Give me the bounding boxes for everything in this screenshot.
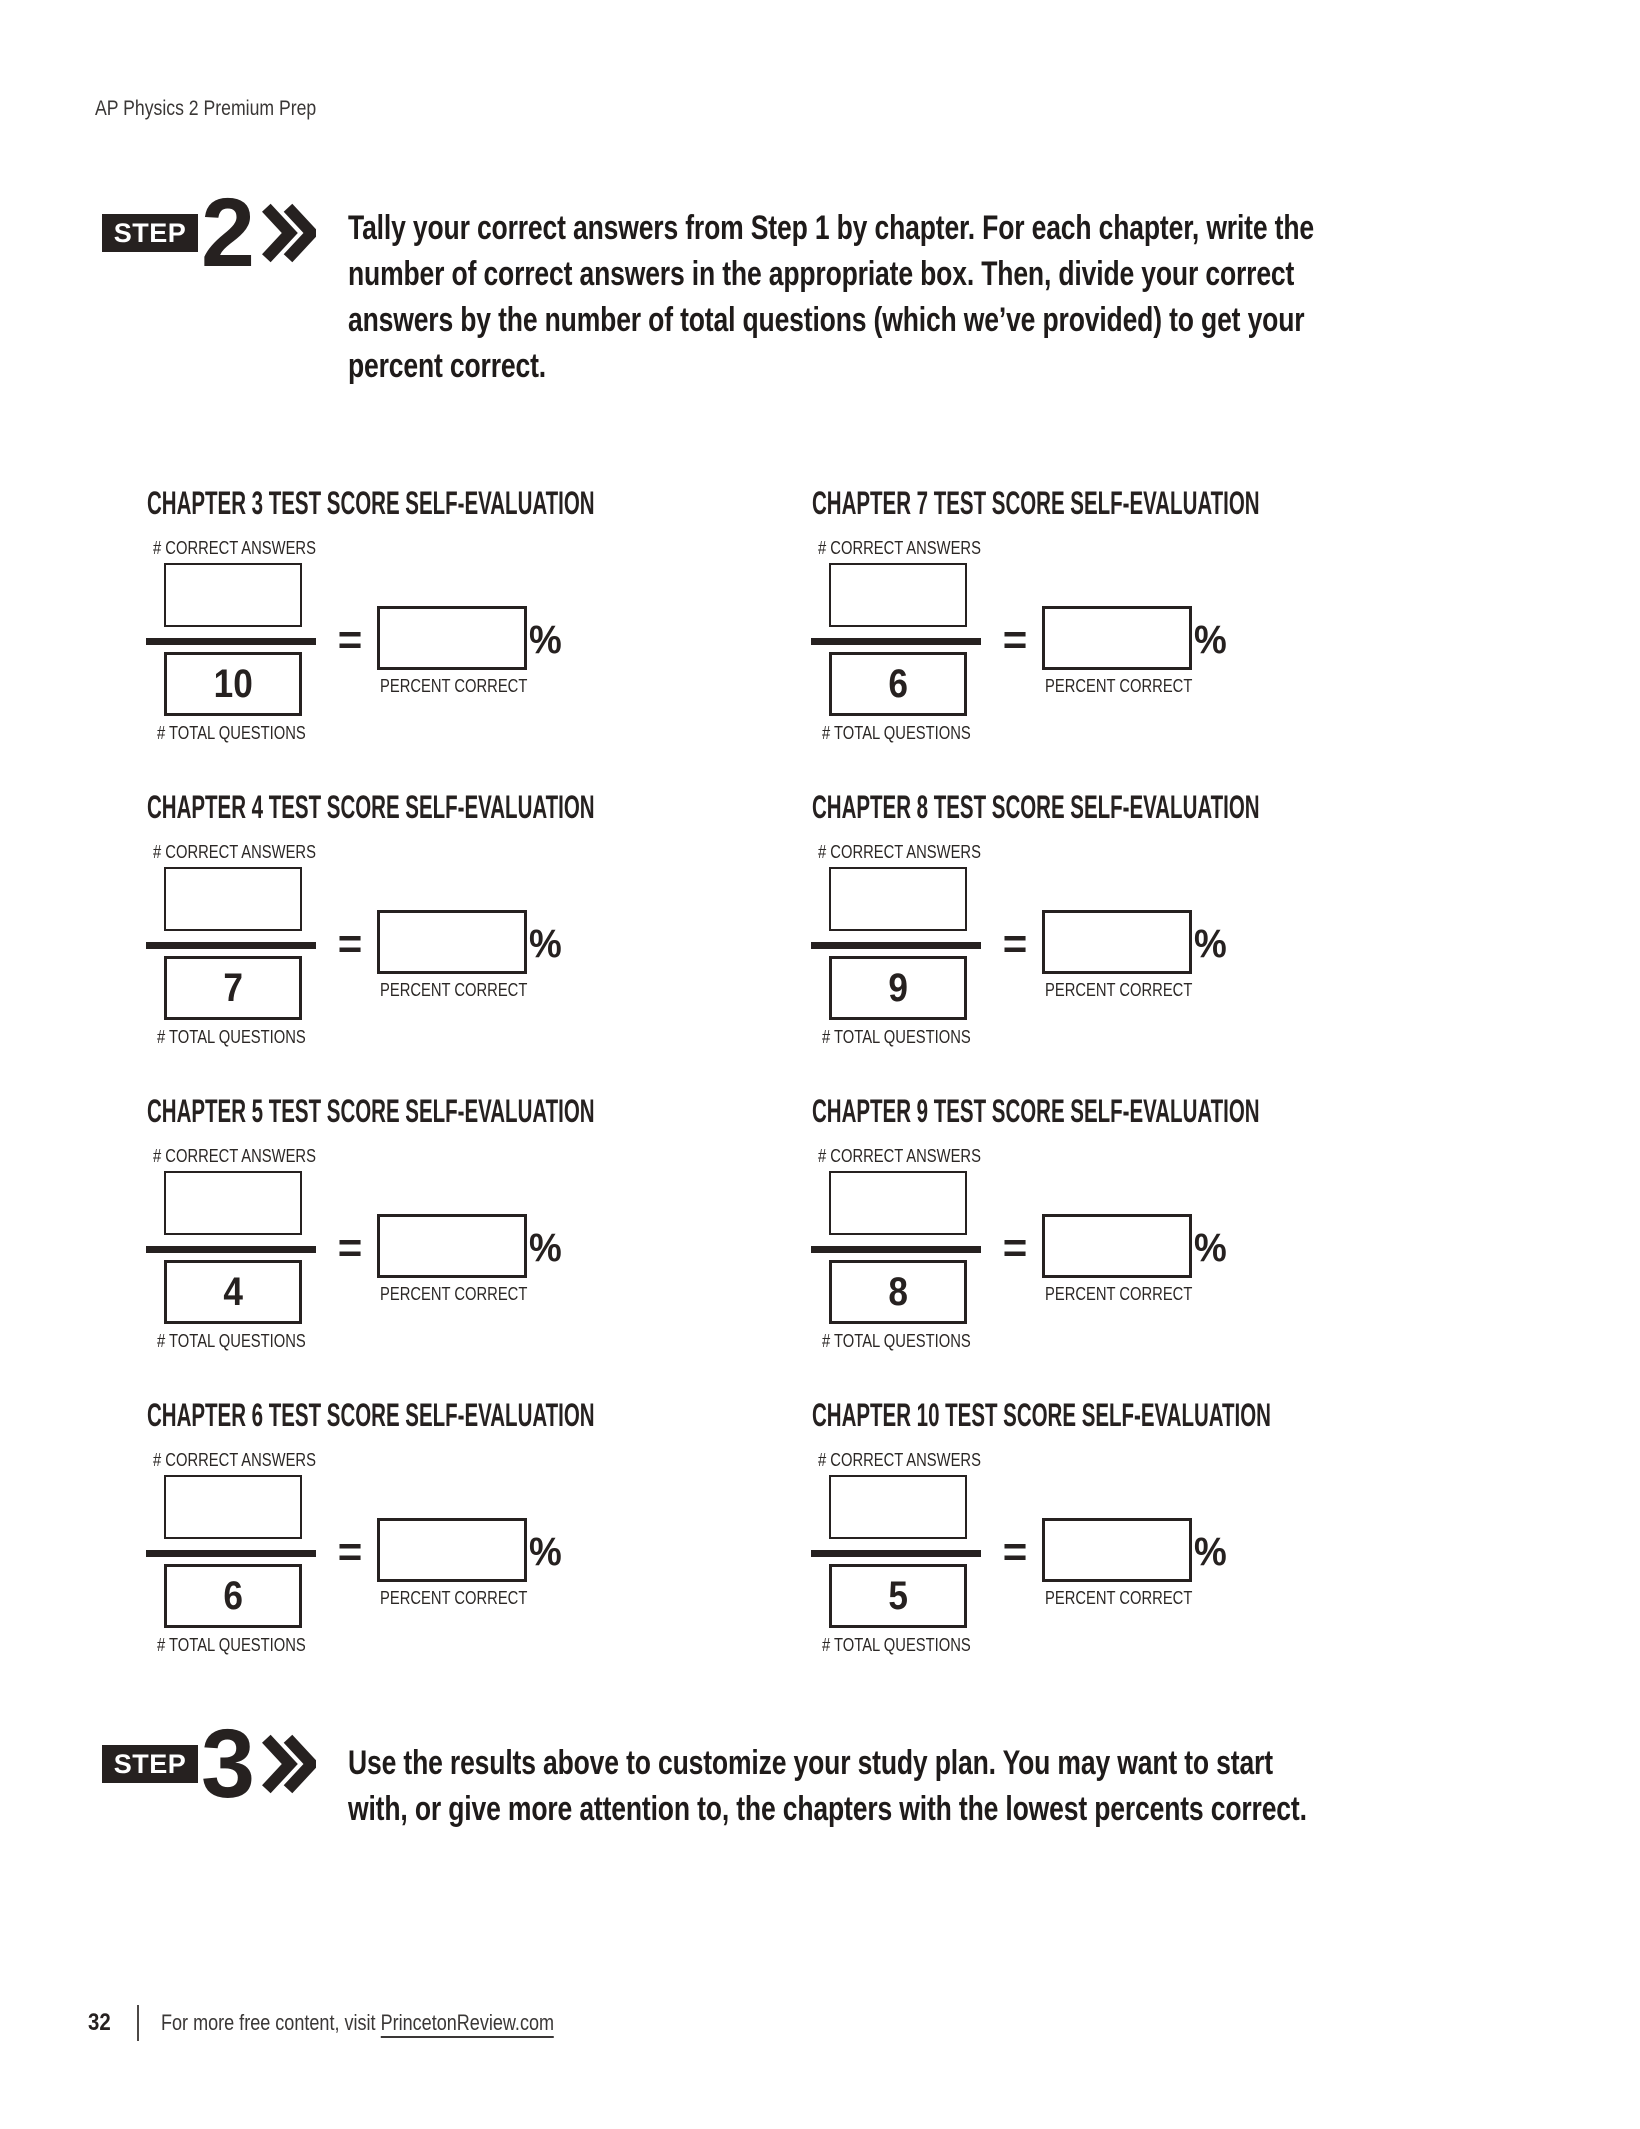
- step-label-box: [102, 1745, 198, 1783]
- total-questions-label: # TOTAL QUESTIONS: [157, 1331, 306, 1351]
- step-label: STEP: [113, 1748, 187, 1779]
- percent-correct-box[interactable]: [1042, 1518, 1192, 1582]
- correct-answers-box[interactable]: [829, 867, 967, 931]
- footer-divider: [137, 2005, 139, 2041]
- percent-correct-label: PERCENT CORRECT: [1045, 980, 1193, 1000]
- percent-sign: %: [1194, 1225, 1227, 1270]
- equals-sign: =: [337, 1224, 363, 1271]
- step-3-instructions: [348, 1740, 1307, 1832]
- percent-correct-label: PERCENT CORRECT: [1045, 676, 1193, 696]
- page-number: 32: [88, 2009, 111, 2036]
- step-label: STEP: [113, 217, 187, 248]
- equals-sign: =: [337, 1528, 363, 1575]
- step-instruction-line: Use the results above to customize your study plan. You may want to start: [348, 1744, 1273, 1782]
- fraction-bar: [811, 638, 981, 645]
- step-2-badge: [102, 178, 322, 303]
- total-questions-value: 7: [223, 965, 243, 1010]
- step-number: 2: [201, 178, 255, 287]
- total-questions-box: [829, 1260, 967, 1324]
- correct-answers-box[interactable]: [164, 867, 302, 931]
- total-questions-value: 5: [888, 1573, 908, 1618]
- evaluation-title: CHAPTER 10 TEST SCORE SELF-EVALUATION: [812, 1397, 1271, 1433]
- fraction-bar: [146, 1550, 316, 1557]
- correct-answers-box[interactable]: [164, 563, 302, 627]
- total-questions-value: 9: [888, 965, 908, 1010]
- step-instruction-line: number of correct answers in the appropriate box. Then, divide your correct: [348, 255, 1295, 293]
- evaluation-title: CHAPTER 4 TEST SCORE SELF-EVALUATION: [147, 789, 595, 825]
- percent-correct-label: PERCENT CORRECT: [380, 676, 528, 696]
- total-questions-box: [829, 652, 967, 716]
- total-questions-value: 6: [223, 1573, 243, 1618]
- correct-answers-label: # CORRECT ANSWERS: [153, 1450, 316, 1470]
- double-chevron-icon: [260, 1734, 316, 1799]
- step-instruction-line: Tally your correct answers from Step 1 by chapter. For each chapter, write the: [348, 209, 1314, 247]
- equals-sign: =: [1002, 920, 1028, 967]
- correct-answers-box[interactable]: [829, 563, 967, 627]
- percent-correct-box[interactable]: [377, 1214, 527, 1278]
- equals-sign: =: [1002, 1224, 1028, 1271]
- fraction-bar: [146, 638, 316, 645]
- evaluation-title: CHAPTER 8 TEST SCORE SELF-EVALUATION: [812, 789, 1260, 825]
- evaluation-block: [147, 485, 727, 754]
- evaluation-block: [812, 789, 1392, 1058]
- evaluation-title: CHAPTER 5 TEST SCORE SELF-EVALUATION: [147, 1093, 595, 1129]
- equals-sign: =: [1002, 616, 1028, 663]
- percent-correct-label: PERCENT CORRECT: [380, 1284, 528, 1304]
- percent-correct-label: PERCENT CORRECT: [1045, 1284, 1193, 1304]
- percent-correct-label: PERCENT CORRECT: [380, 1588, 528, 1608]
- total-questions-value: 6: [888, 661, 908, 706]
- evaluation-block: [147, 1093, 727, 1362]
- total-questions-label: # TOTAL QUESTIONS: [822, 723, 971, 743]
- fraction-bar: [811, 1246, 981, 1253]
- evaluation-block: [812, 1397, 1392, 1666]
- fraction-bar: [146, 942, 316, 949]
- total-questions-label: # TOTAL QUESTIONS: [157, 723, 306, 743]
- total-questions-value: 4: [223, 1269, 243, 1314]
- total-questions-label: # TOTAL QUESTIONS: [822, 1331, 971, 1351]
- fraction-bar: [811, 942, 981, 949]
- percent-correct-box[interactable]: [377, 1518, 527, 1582]
- percent-sign: %: [529, 921, 562, 966]
- evaluation-title: CHAPTER 6 TEST SCORE SELF-EVALUATION: [147, 1397, 595, 1433]
- percent-sign: %: [529, 1529, 562, 1574]
- total-questions-box: [164, 1260, 302, 1324]
- evaluation-title: CHAPTER 7 TEST SCORE SELF-EVALUATION: [812, 485, 1260, 521]
- total-questions-label: # TOTAL QUESTIONS: [157, 1635, 306, 1655]
- percent-correct-box[interactable]: [377, 606, 527, 670]
- correct-answers-label: # CORRECT ANSWERS: [153, 1146, 316, 1166]
- fraction-bar: [811, 1550, 981, 1557]
- total-questions-box: [164, 956, 302, 1020]
- percent-sign: %: [529, 617, 562, 662]
- step-number: 3: [201, 1709, 255, 1818]
- percent-sign: %: [1194, 1529, 1227, 1574]
- percent-correct-box[interactable]: [377, 910, 527, 974]
- correct-answers-label: # CORRECT ANSWERS: [818, 1146, 981, 1166]
- step-label-box: [102, 214, 198, 252]
- step-3-badge: [102, 1709, 322, 1834]
- correct-answers-label: # CORRECT ANSWERS: [818, 538, 981, 558]
- evaluation-block: [147, 789, 727, 1058]
- percent-correct-label: PERCENT CORRECT: [1045, 1588, 1193, 1608]
- step-2-instructions: [348, 205, 1314, 389]
- correct-answers-box[interactable]: [829, 1475, 967, 1539]
- total-questions-label: # TOTAL QUESTIONS: [822, 1635, 971, 1655]
- correct-answers-box[interactable]: [829, 1171, 967, 1235]
- book-title-header: AP Physics 2 Premium Prep: [95, 97, 317, 120]
- evaluation-block: [147, 1397, 727, 1666]
- evaluation-block: [812, 485, 1392, 754]
- fraction-bar: [146, 1246, 316, 1253]
- evaluation-title: CHAPTER 9 TEST SCORE SELF-EVALUATION: [812, 1093, 1260, 1129]
- percent-sign: %: [1194, 921, 1227, 966]
- footer-text-label: For more free content, visit: [160, 2010, 381, 2035]
- page-footer: [88, 2003, 640, 2043]
- percent-correct-label: PERCENT CORRECT: [380, 980, 528, 1000]
- total-questions-value: 10: [213, 661, 253, 706]
- correct-answers-box[interactable]: [164, 1171, 302, 1235]
- correct-answers-label: # CORRECT ANSWERS: [818, 1450, 981, 1470]
- double-chevron-icon: [260, 203, 316, 268]
- total-questions-box: [164, 1564, 302, 1628]
- percent-correct-box[interactable]: [1042, 1214, 1192, 1278]
- total-questions-label: # TOTAL QUESTIONS: [157, 1027, 306, 1047]
- step-instruction-line: with, or give more attention to, the chapters with the lowest percents correct.: [348, 1790, 1307, 1828]
- percent-sign: %: [529, 1225, 562, 1270]
- correct-answers-box[interactable]: [164, 1475, 302, 1539]
- total-questions-label: # TOTAL QUESTIONS: [822, 1027, 971, 1047]
- equals-sign: =: [337, 616, 363, 663]
- equals-sign: =: [1002, 1528, 1028, 1575]
- princeton-review-link[interactable]: PrincetonReview.com: [380, 2010, 553, 2038]
- percent-correct-box[interactable]: [1042, 606, 1192, 670]
- correct-answers-label: # CORRECT ANSWERS: [818, 842, 981, 862]
- equals-sign: =: [337, 920, 363, 967]
- footer-text: [161, 2010, 554, 2036]
- total-questions-box: [829, 1564, 967, 1628]
- evaluation-block: [812, 1093, 1392, 1362]
- evaluation-title: CHAPTER 3 TEST SCORE SELF-EVALUATION: [147, 485, 595, 521]
- correct-answers-label: # CORRECT ANSWERS: [153, 538, 316, 558]
- total-questions-box: [164, 652, 302, 716]
- step-instruction-line: percent correct.: [348, 347, 546, 385]
- percent-correct-box[interactable]: [1042, 910, 1192, 974]
- total-questions-value: 8: [888, 1269, 908, 1314]
- percent-sign: %: [1194, 617, 1227, 662]
- step-instruction-line: answers by the number of total questions (which we’ve provided) to get your: [348, 301, 1305, 339]
- correct-answers-label: # CORRECT ANSWERS: [153, 842, 316, 862]
- total-questions-box: [829, 956, 967, 1020]
